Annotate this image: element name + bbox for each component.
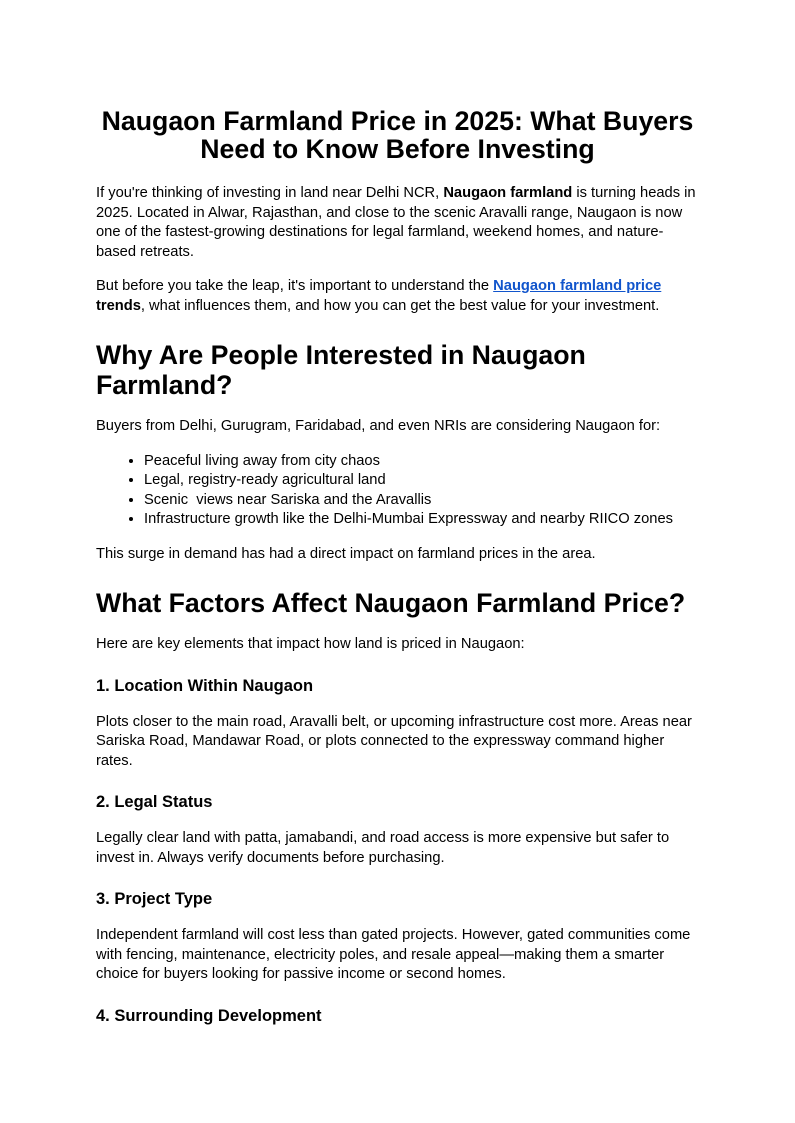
factor-2-heading: 2. Legal Status	[96, 793, 213, 811]
intro-paragraph-2	[96, 277, 699, 316]
factor-2-body: Legally clear land with patta, jamabandi, and road access is more expensive but safer to invest in. Always verify documents before purchasing.	[96, 830, 670, 866]
intro-p1-text-2: is turning heads in 2025. Located in Alwar, Rajasthan, and close to the scenic Aravalli range, Naugaon is now one of the fastest-growing destinations for legal farmland, weekend homes, and nature-based retreats.	[96, 185, 696, 260]
factor-1	[96, 675, 699, 772]
factor-3-body: Independent farmland will cost less than gated projects. However, gated communities come with fencing, maintenance, electricity poles, and resale appeal—making them a smarter choice for buyers looking for passive income or second homes.	[96, 927, 691, 982]
demand-surge-paragraph: This surge in demand has had a direct impact on farmland prices in the area.	[96, 545, 596, 562]
document-title: Naugaon Farmland Price in 2025: What Buyers Need to Know Before Investing	[101, 106, 694, 164]
intro-p1-text-1: If you're thinking of investing in land near Delhi NCR,	[96, 185, 444, 201]
factor-3-heading: 3. Project Type	[96, 890, 213, 908]
factors-intro-paragraph: Here are key elements that impact how land is priced in Naugaon:	[96, 636, 525, 652]
list-item: • Legal, registry-ready agricultural land	[144, 471, 699, 491]
naugaon-farmland-price-link[interactable]: Naugaon farmland price	[493, 278, 662, 294]
bold-trends: trends	[96, 297, 141, 314]
list-item: • Scenic views near Sariska and the Aravallis	[144, 491, 699, 511]
section-heading-price-factors: What Factors Affect Naugaon Farmland Price?	[96, 588, 686, 618]
list-item: • Infrastructure growth like the Delhi-Mumbai Expressway and nearby RIICO zones	[144, 510, 699, 530]
factor-1-body: Plots closer to the main road, Aravalli belt, or upcoming infrastructure cost more. Areas near Sariska Road, Mandawar Road, or plots connected to the expressway command higher rates.	[96, 713, 692, 769]
section-heading-why-interested: Why Are People Interested in Naugaon Farmland?	[96, 340, 586, 400]
factor-1-heading: 1. Location Within Naugaon	[96, 676, 314, 695]
benefits-list	[96, 452, 699, 530]
factor-4	[96, 1005, 699, 1027]
factor-4-heading: 4. Surrounding Development	[96, 1006, 322, 1025]
intro-paragraph-1	[96, 184, 699, 262]
factor-2	[96, 791, 699, 868]
intro-p2-text-2: , what influences them, and how you can get the best value for your investment.	[140, 297, 660, 314]
intro-p2-text-1: But before you take the leap, it's important to understand the	[96, 278, 494, 294]
buyers-intro-paragraph: Buyers from Delhi, Gurugram, Faridabad, and even NRIs are considering Naugaon for:	[96, 418, 661, 434]
list-item: • Peaceful living away from city chaos	[144, 452, 699, 472]
factor-3	[96, 888, 699, 985]
bold-naugaon-farmland: Naugaon farmland	[443, 185, 573, 201]
